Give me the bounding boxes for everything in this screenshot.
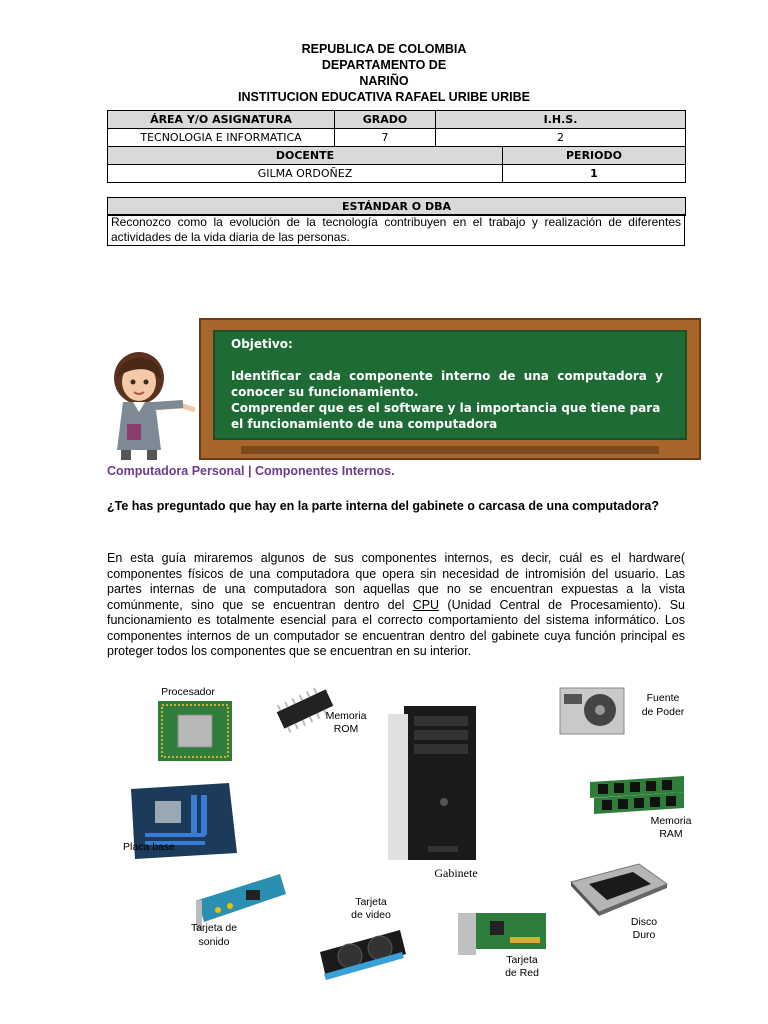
video-card-label-1: Tarjeta [355,896,387,908]
objective-text [231,336,663,432]
dba-label: ESTÁNDAR O DBA [108,198,686,216]
objective-line-2: Comprender que es el software y la importancia que tiene para el funcionamiento de una computadora [231,401,661,431]
docente-value: GILMA ORDOÑEZ [108,165,503,183]
processor-image [150,697,240,765]
ram-label-2: RAM [659,828,683,840]
processor-label: Procesador [161,686,215,698]
header-line-1: REPUBLICA DE COLOMBIA [301,42,467,56]
body-part-1: En esta guía miraremos algunos de sus componentes internos, es decir, cuál es el hardware( componentes físicos de una computadora que opera sin necesidad de intromisión del usuario. Las partes internas de una computadora son aquellas que no se encuentran expuestas a la vista comúnmente, sino que se encuentran dentro del [107,551,685,612]
power-supply-image [556,682,628,738]
objective-line-1: Identificar cada componente interno de una computadora y conocer su funcionamiento. [231,369,663,399]
sound-card-label-2: sonido [198,936,230,948]
motherboard-label: Placa base [123,841,175,853]
periodo-value: 1 [503,165,686,183]
ihs-label: I.H.S. [436,111,686,129]
ihs-value: 2 [436,129,686,147]
power-supply-label-1: Fuente [646,692,680,704]
tower-case-label: Gabinete [434,866,478,880]
periodo-label: PERIODO [503,147,686,165]
cpu-link[interactable]: CPU [412,597,440,612]
rom-label-1: Memoria [325,710,367,722]
sound-card-label-1: Tarjeta de [190,922,238,934]
rom-label-2: ROM [333,723,359,735]
ram-label-1: Memoria [650,815,692,827]
section-subtitle: Computadora Personal | Componentes Internos. [107,464,395,478]
network-card-label-2: de Red [505,967,539,979]
hard-drive-image [567,860,671,918]
teacher-illustration [103,350,201,460]
area-value: TECNOLOGIA E INFORMATICA [108,129,335,147]
info-table [107,110,686,183]
header-line-3: NARIÑO [359,74,409,88]
hard-drive-label-1: Disco [630,916,658,928]
grado-label: GRADO [335,111,436,129]
network-card-label-1: Tarjeta [506,954,538,966]
header-line-2: DEPARTAMENTO DE [321,58,447,72]
grado-value: 7 [335,129,436,147]
power-supply-label-2: de Poder [641,706,685,718]
body-part-2: (Unidad Central de Procesamiento). Su funcionamiento es totalmente esencial para el correcto comportamiento del sistema informático. Los componentes internos de un computador se encuentran dentro del gabinete cuya función principal es proteger todos los componentes que se encuentran en su interior. [107,597,685,658]
body-paragraph [107,551,685,660]
docente-label: DOCENTE [108,147,503,165]
objective-chalkboard [199,318,701,460]
hard-drive-label-2: Duro [632,929,656,941]
question-heading: ¿Te has preguntado que hay en la parte interna del gabinete o carcasa de una computadora? [107,499,659,513]
tower-case-image [384,706,480,864]
area-label: ÁREA Y/O ASIGNATURA [108,111,335,129]
video-card-image [316,924,410,984]
dba-text: Reconozco como la evolución de la tecnología contribuyen en el trabajo y realización de diferentes actividades de la vida diaria de las personas. [107,214,685,246]
video-card-label-2: de video [351,909,391,921]
objective-heading: Objetivo: [231,337,293,351]
header-line-4: INSTITUCION EDUCATIVA RAFAEL URIBE URIBE [238,90,530,104]
chalk-tray [241,446,659,454]
